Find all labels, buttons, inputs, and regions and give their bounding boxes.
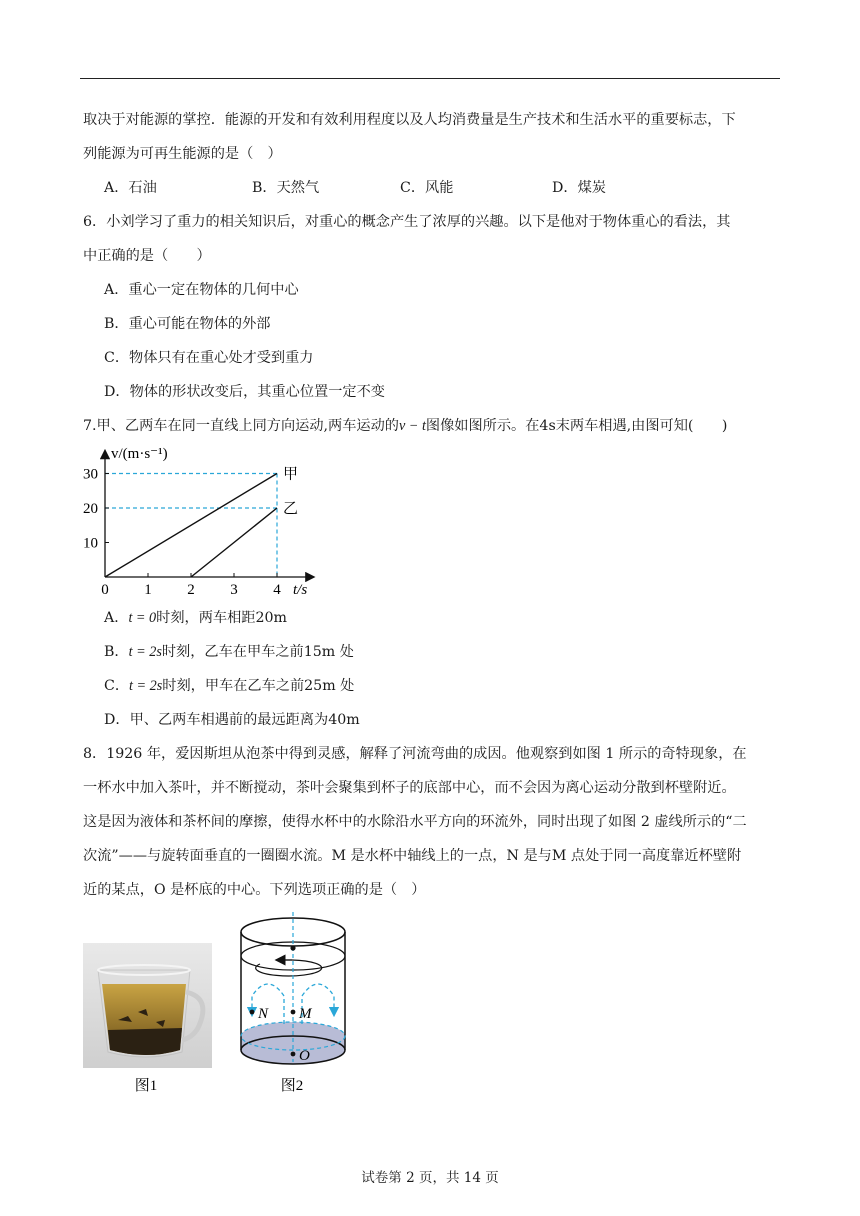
q7-option-d[interactable] — [104, 710, 360, 730]
q6-option-c[interactable]: C．物体只有在重心处才受到重力 — [104, 350, 314, 366]
q5-option-c[interactable]: C．风能 — [400, 180, 454, 196]
q5-text-line-1: 取决于对能源的掌控．能源的开发和有效利用程度以及人均消费量是生产技术和生活水平的重要标志，下 — [83, 112, 736, 128]
q7-option-b-prefix: B． — [104, 644, 129, 660]
q7-option-b-math: t = 2s — [128, 644, 162, 660]
q5-options — [104, 178, 606, 198]
q5-option-d[interactable]: D．煤炭 — [552, 180, 606, 196]
x-axis-label: t/s — [293, 582, 308, 598]
figure-2-label: 图2 — [280, 1078, 304, 1094]
q8-text-line-2: 一杯水中加入茶叶，并不断搅动，茶叶会聚集到杯子的底部中心，而不会因为离心运动分散到杯壁附近。 — [83, 780, 736, 796]
q7-option-d-text: 甲、乙两车相遇前的最远距离为40m — [129, 712, 360, 728]
y-tick-label-30: 30 — [83, 466, 98, 483]
q7-stem-text-a: 7.甲、乙两车在同一直线上同方向运动,两车运动的 — [83, 418, 399, 434]
vt-chart — [80, 440, 320, 608]
q6-text-line-2: 中正确的是（ ） — [83, 248, 211, 264]
q5-option-a[interactable]: A．石油 — [104, 180, 157, 196]
figure-1-label: 图1 — [134, 1078, 158, 1094]
y-tick-label-20: 20 — [83, 501, 98, 517]
x-tick-label-4: 4 — [273, 582, 281, 598]
q8-text-line-4: 次流”——与旋转面垂直的一圈圈水流。M 是水杯中轴线上的一点，N 是与M 点处于同一高度靠近杯壁附 — [83, 848, 742, 864]
q7-stem-math: v − t — [399, 418, 426, 434]
x-tick-label-0: 0 — [101, 582, 109, 598]
point-m-label: M — [299, 1006, 312, 1022]
header-rule — [80, 78, 780, 79]
q5-text-line-2: 列能源为可再生能源的是（ ） — [83, 146, 282, 162]
q7-option-b-text: 时刻，乙车在甲车之前15m 处 — [161, 644, 354, 660]
q8-text-line-5: 近的某点，O 是杯底的中心。下列选项正确的是（ ） — [83, 882, 426, 898]
q5-option-b[interactable]: B．天然气 — [252, 180, 320, 196]
q7-option-a-text: 时刻，两车相距20m — [156, 610, 287, 626]
tea-cup-photo — [83, 943, 212, 1068]
q6-option-d[interactable]: D．物体的形状改变后，其重心位置一定不变 — [104, 384, 385, 400]
x-tick-label-3: 3 — [230, 582, 238, 598]
q7-option-c-text: 时刻，甲车在乙车之前25m 处 — [162, 678, 355, 694]
q7-option-a-math: t = 0 — [128, 610, 157, 626]
q6-option-a[interactable]: A．重心一定在物体的几何中心 — [104, 282, 299, 298]
q7-option-a-prefix: A． — [104, 610, 129, 626]
series-label-2: 乙 — [283, 499, 299, 517]
series-line-1 — [105, 474, 277, 578]
q8-text-line-1: 8．1926 年，爱因斯坦从泡茶中得到灵感，解释了河流弯曲的成因。他观察到如图 1 所示的奇特现象，在 — [83, 746, 747, 762]
point-n-label: N — [258, 1006, 269, 1022]
q8-text-line-3: 这是因为液体和茶杯间的摩擦，使得水杯中的水除沿水平方向的环流外，同时出现了如图 2 虚线所示的“二 — [83, 814, 747, 830]
q7-option-d-prefix: D． — [104, 712, 130, 728]
series-label-1: 甲 — [283, 464, 299, 483]
point-o-label: O — [299, 1048, 310, 1064]
q7-stem-text-b: 图像如图所示。在4s末两车相遇,由图可知( ) — [425, 418, 728, 434]
y-tick-label-10: 10 — [83, 535, 98, 552]
q7-option-a[interactable] — [104, 608, 287, 628]
q7-stem — [83, 416, 727, 436]
q8-figures — [78, 912, 368, 1102]
y-axis-label: v/(m·s⁻¹) — [111, 446, 168, 462]
x-tick-label-1: 1 — [144, 582, 152, 598]
page-footer: 试卷第 2 页，共 14 页 — [361, 1170, 499, 1186]
x-tick-label-2: 2 — [187, 582, 195, 598]
q7-option-c[interactable] — [104, 676, 354, 696]
cup-diagram — [241, 912, 345, 1064]
series-line-2 — [191, 508, 277, 577]
q7-option-b[interactable] — [104, 642, 354, 662]
q6-text-line-1: 6．小刘学习了重力的相关知识后，对重心的概念产生了浓厚的兴趣。以下是他对于物体重心的看法，其 — [83, 214, 731, 230]
q7-option-c-math: t = 2s — [129, 678, 163, 694]
q6-option-b[interactable]: B．重心可能在物体的外部 — [104, 316, 271, 332]
q7-option-c-prefix: C． — [104, 678, 130, 694]
